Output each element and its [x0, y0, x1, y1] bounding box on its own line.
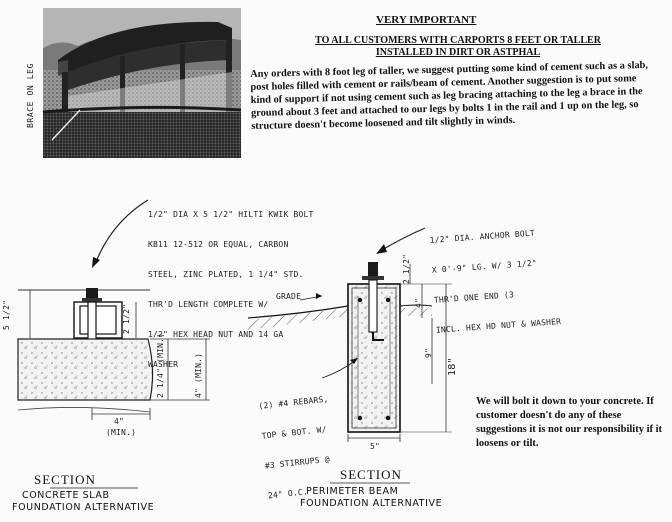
- concrete-slab: [18, 339, 153, 400]
- right-callout-line-1: 1/2" DIA. ANCHOR BOLT: [429, 228, 536, 245]
- dim-four: 4": [414, 297, 423, 308]
- rebar-line-3: #3 STIRRUPS @: [264, 454, 331, 471]
- page-subtitle: [278, 35, 638, 59]
- rebar-line-1: (2) #4 REBARS,: [258, 394, 329, 411]
- dim-top: 2 1/2": [402, 253, 411, 284]
- left-callout-line-5: 1/2" HEX HEAD NUT AND 14 GA: [148, 330, 284, 339]
- dim-embed: 2 1/2": [122, 303, 131, 334]
- arrow-head-icon: [376, 244, 387, 254]
- dim-width: 4": [114, 417, 125, 426]
- left-callout-line-3: STEEL, ZINC PLATED, 1 1/4" STD.: [148, 270, 304, 279]
- dim-edge: 2 1/4" (MIN.): [156, 332, 165, 398]
- right-callout-line-4: INCL. HEX HD NUT & WASHER: [435, 316, 562, 335]
- left-section-sub-1: CONCRETE SLAB: [22, 490, 110, 501]
- anchor-bolt: [369, 280, 377, 332]
- right-callout-line-2: X 0'-9" LG. W/ 3 1/2": [431, 258, 538, 275]
- left-section-sub-2: FOUNDATION ALTERNATIVE: [12, 502, 155, 513]
- dim-nine: 9": [424, 347, 433, 358]
- responsibility-note: We will bolt it down to your concrete. If customer doesn't do any of these suggestions it is not our responsibility if it loosens or tilt.: [476, 396, 663, 449]
- body-paragraph: Any orders with 8 foot leg of taller, we suggest putting some kind of cement such as a slab, post holes filled with cement or rails/beam of cement. Another suggestion is to put some kind of support if not using cement such as leg bracing attaching to the leg a brace in the ground about 3 feet and attached to our legs by bolts 1 in the rail and 1 up on the leg, so structure doesn't become loosened and tilt slightly in winds.: [250, 59, 649, 132]
- dim-width-note: (MIN.): [106, 428, 137, 437]
- dim-slab: 4" (MIN.): [194, 352, 203, 398]
- steel-bracket: [74, 302, 122, 338]
- subtitle-line-2: INSTALLED IN DIRT OR ASTPHAL: [375, 47, 541, 58]
- left-callout: [148, 190, 314, 380]
- dim-overall: 5 1/2": [2, 299, 11, 330]
- callout-leader: [96, 200, 148, 262]
- photo-side-label: BRACE ON LEG: [26, 63, 35, 128]
- subtitle-line-1: TO ALL CUSTOMERS WITH CARPORTS 8 FEET OR TALLER: [315, 35, 601, 46]
- left-callout-line-4: THR'D LENGTH COMPLETE W/: [148, 300, 269, 309]
- right-section-sub-2: FOUNDATION ALTERNATIVE: [300, 498, 443, 509]
- right-callout: [428, 207, 562, 345]
- right-section-label: SECTION: [340, 467, 402, 482]
- grade-label: GRADE: [276, 292, 302, 301]
- left-callout-line-6: WASHER: [148, 360, 179, 369]
- page-title: VERY IMPORTANT: [376, 14, 477, 26]
- left-callout-line-2: KB11 12-512 OR EQUAL, CARBON: [148, 240, 289, 249]
- rebar-line-4: 24" O.C.: [267, 487, 309, 501]
- left-callout-line-1: 1/2" DIA X 5 1/2" HILTI KWIK BOLT: [148, 210, 314, 219]
- right-section-sub-1: PERIMETER BEAM: [306, 486, 399, 497]
- dim-eighteen: 18": [447, 357, 458, 376]
- arrow-head-icon: [92, 257, 100, 268]
- right-callout-line-3: THR'D ONE END (3: [433, 290, 515, 305]
- rebar-line-2: TOP & BOT. W/: [261, 424, 328, 441]
- dim-beam-width: 5": [370, 442, 381, 451]
- left-section-label: SECTION: [34, 472, 96, 487]
- callout-leader: [382, 228, 425, 250]
